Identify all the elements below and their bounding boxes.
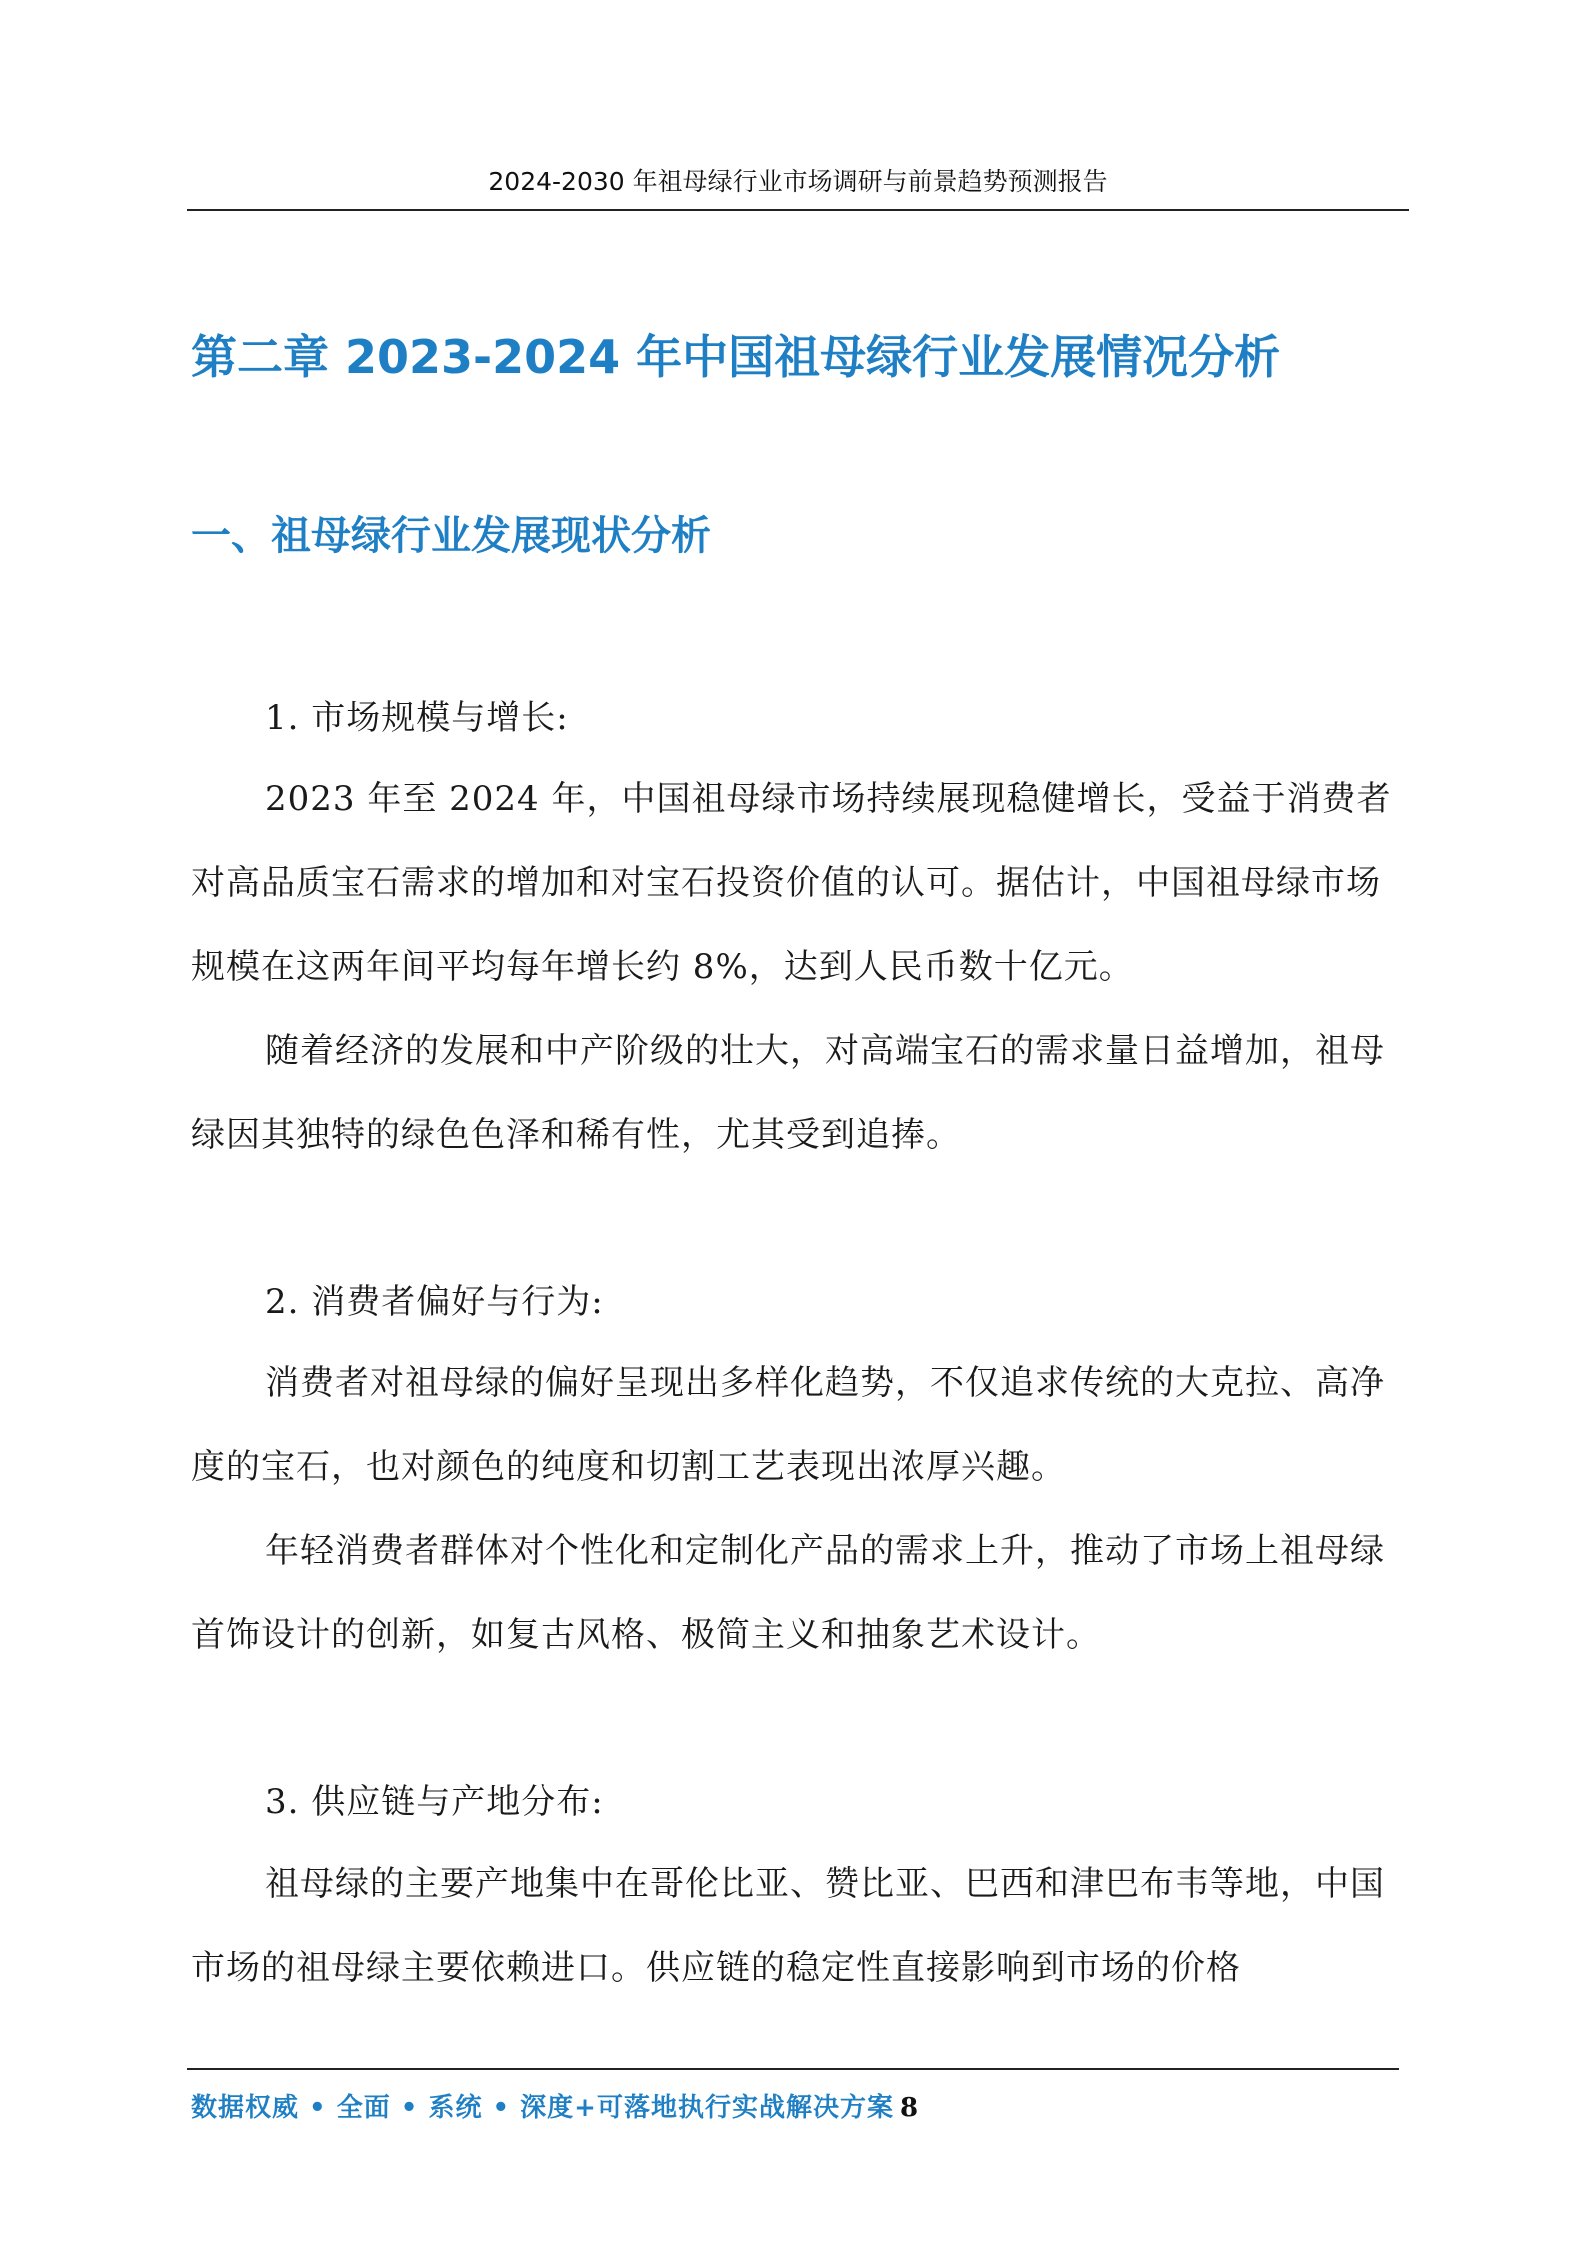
item-heading-supply-chain: 3. 供应链与产地分布:	[265, 1782, 604, 1822]
section-title: 一、祖母绿行业发展现状分析	[191, 513, 711, 559]
footer	[191, 2090, 919, 2126]
running-header: 2024-2030 年祖母绿行业市场调研与前景趋势预测报告	[488, 167, 1108, 196]
paragraph: 消费者对祖母绿的偏好呈现出多样化趋势，不仅追求传统的大克拉、高净度的宝石，也对颜色的纯度和切割工艺表现出浓厚兴趣。	[191, 1363, 1385, 1487]
paragraph: 2023 年至 2024 年，中国祖母绿市场持续展现稳健增长，受益于消费者对高品质宝石需求的增加和对宝石投资价值的认可。据估计，中国祖母绿市场规模在这两年间平均每年增长约 8%，达到人民币数十亿元。	[191, 779, 1392, 987]
footer-slogan: 数据权威 • 全面 • 系统 • 深度+可落地执行实战解决方案	[191, 2093, 894, 2123]
chapter-title: 第二章 2023-2024 年中国祖母绿行业发展情况分析	[191, 330, 1281, 384]
page-number: 8	[899, 2093, 920, 2123]
paragraph: 随着经济的发展和中产阶级的壮大，对高端宝石的需求量日益增加，祖母绿因其独特的绿色色泽和稀有性，尤其受到追捧。	[191, 1031, 1385, 1155]
item-heading-market-size: 1. 市场规模与增长:	[265, 698, 569, 738]
paragraph: 祖母绿的主要产地集中在哥伦比亚、赞比亚、巴西和津巴布韦等地，中国市场的祖母绿主要依赖进口。供应链的稳定性直接影响到市场的价格	[191, 1864, 1385, 1988]
header-divider	[187, 209, 1409, 211]
footer-divider	[187, 2068, 1399, 2070]
paragraph: 年轻消费者群体对个性化和定制化产品的需求上升，推动了市场上祖母绿首饰设计的创新，如复古风格、极简主义和抽象艺术设计。	[191, 1531, 1385, 1655]
item-heading-consumer-preference: 2. 消费者偏好与行为:	[265, 1282, 604, 1322]
